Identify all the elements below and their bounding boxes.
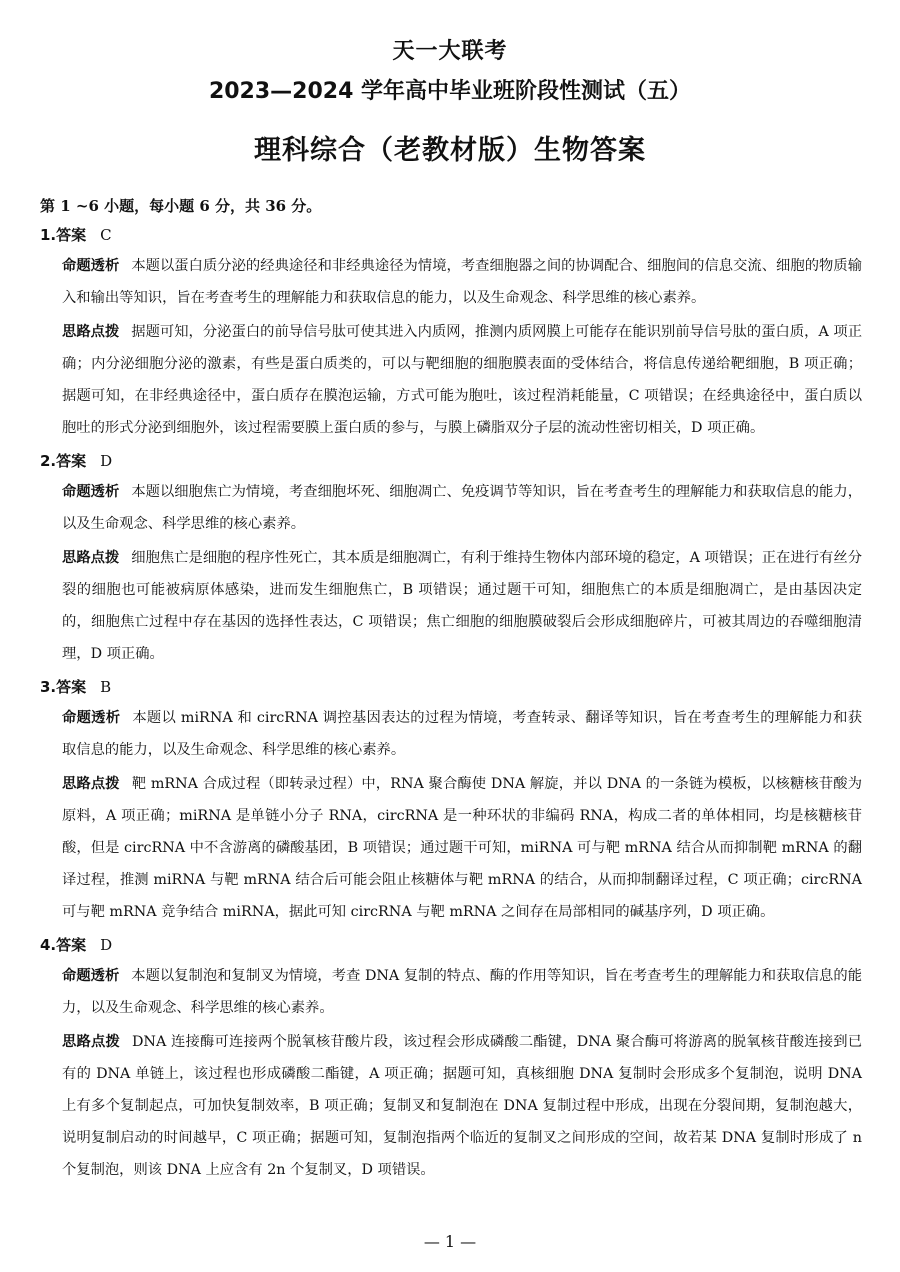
analysis-label: 命题透析 xyxy=(62,968,120,984)
exam-title: 2023—2024 学年高中毕业班阶段性测试（五） xyxy=(208,79,692,104)
analysis-text: 本题以复制泡和复制叉为情境，考查 DNA 复制的特点、酶的作用等知识，旨在考查考生的理解能力和获取信息的能力，以及生命观念、科学思维的核心素养。 xyxy=(62,968,862,1016)
answer-line xyxy=(40,220,862,250)
thinking-paragraph xyxy=(40,1026,862,1186)
thinking-label: 思路点拨 xyxy=(62,776,120,792)
answer-value: D xyxy=(100,936,113,954)
question-block xyxy=(40,446,862,670)
answer-line xyxy=(40,672,862,702)
exam-org-title: 天一大联考 xyxy=(392,39,508,64)
thinking-label: 思路点拨 xyxy=(62,550,120,566)
analysis-paragraph xyxy=(40,476,862,540)
answer-content xyxy=(40,192,862,1188)
answer-label: 答案 xyxy=(56,678,87,696)
thinking-text: 细胞焦亡是细胞的程序性死亡，其本质是细胞凋亡，有利于维持生物体内部环境的稳定，A 项错误；正在进行有丝分裂的细胞也可能被病原体感染，进而发生细胞焦亡，B 项错误；通过题干可知，细胞焦亡的本质是细胞凋亡，是由基因决定的，细胞焦亡过程中存在基因的选择性表达，C 项错误；焦亡细胞的细胞膜破裂后会形成细胞碎片，可被其周边的吞噬细胞清理，D 项正确。 xyxy=(62,550,863,662)
answer-line xyxy=(40,930,862,960)
question-block xyxy=(40,672,862,928)
analysis-paragraph xyxy=(40,702,862,766)
thinking-text: 据题可知，分泌蛋白的前导信号肽可使其进入内质网，推测内质网膜上可能存在能识别前导信号肽的蛋白质，A 项正确；内分泌细胞分泌的激素，有些是蛋白质类的，可以与靶细胞的细胞膜表面的受体结合，将信息传递给靶细胞，B 项正确；据题可知，在非经典途径中，蛋白质存在膜泡运输，方式可能为胞吐，该过程消耗能量，C 项错误；在经典途径中，蛋白质以胞吐的形式分泌到细胞外，该过程需要膜上蛋白质的参与，与膜上磷脂双分子层的流动性密切相关，D 项正确。 xyxy=(62,324,863,436)
analysis-label: 命题透析 xyxy=(62,258,120,274)
answer-line xyxy=(40,446,862,476)
analysis-text: 本题以蛋白质分泌的经典途径和非经典途径为情境，考查细胞器之间的协调配合、细胞间的信息交流、细胞的物质输入和输出等知识，旨在考查考生的理解能力和获取信息的能力，以及生命观念、科学思维的核心素养。 xyxy=(62,258,862,306)
thinking-label: 思路点拨 xyxy=(62,1034,120,1050)
analysis-label: 命题透析 xyxy=(62,484,120,500)
section-intro: 第 1 ~6 小题，每小题 6 分，共 36 分。 xyxy=(40,197,322,215)
question-block xyxy=(40,930,862,1186)
page-number: — 1 — xyxy=(423,1232,477,1251)
thinking-paragraph xyxy=(40,768,862,928)
answer-label: 答案 xyxy=(56,226,87,244)
question-number: 4. xyxy=(40,936,57,954)
analysis-paragraph xyxy=(40,250,862,314)
analysis-text: 本题以细胞焦亡为情境，考查细胞坏死、细胞凋亡、免疫调节等知识，旨在考查考生的理解能力和获取信息的能力，以及生命观念、科学思维的核心素养。 xyxy=(62,484,862,532)
analysis-label: 命题透析 xyxy=(62,710,121,726)
question-number: 3. xyxy=(40,678,57,696)
subject-title: 理科综合（老教材版）生物答案 xyxy=(254,135,646,166)
analysis-paragraph xyxy=(40,960,862,1024)
thinking-text: DNA 连接酶可连接两个脱氧核苷酸片段，该过程会形成磷酸二酯键，DNA 聚合酶可将游离的脱氧核苷酸连接到已有的 DNA 单链上，该过程也形成磷酸二酯键，A 项正确；据题可知，真核细胞 DNA 复制时会形成多个复制泡，说明 DNA 上有多个复制起点，可加快复制效率，B 项正确；复制叉和复制泡在 DNA 复制过程中形成，出现在分裂间期，复制泡越大，说明复制启动的时间越早，C 项正确；据题可知，复制泡指两个临近的复制叉之间形成的空间，故若某 DNA 复制时形成了 n 个复制泡，则该 DNA 上应含有 2n 个复制叉，D 项错误。 xyxy=(62,1034,862,1178)
thinking-text: 靶 mRNA 合成过程（即转录过程）中，RNA 聚合酶使 DNA 解旋，并以 DNA 的一条链为模板，以核糖核苷酸为原料，A 项正确；miRNA 是单链小分子 RNA，circRNA 是一种环状的非编码 RNA，构成二者的单体相同，均是核糖核苷酸，但是 circRNA 中不含游离的磷酸基团，B 项错误；通过题干可知，miRNA 可与靶 mRNA 结合从而抑制靶 mRNA 的翻译过程，推测 miRNA 与靶 mRNA 结合后可能会阻止核糖体与靶 mRNA 的结合，从而抑制翻译过程，C 项正确；circRNA 可与靶 mRNA 竞争结合 miRNA，据此可知 circRNA 与靶 mRNA 之间存在局部相同的碱基序列，D 项正确。 xyxy=(62,776,862,920)
thinking-label: 思路点拨 xyxy=(62,324,120,340)
analysis-text: 本题以 miRNA 和 circRNA 调控基因表达的过程为情境，考查转录、翻译等知识，旨在考查考生的理解能力和获取信息的能力，以及生命观念、科学思维的核心素养。 xyxy=(62,710,862,758)
question-number: 2. xyxy=(40,452,57,470)
question-block xyxy=(40,220,862,444)
answer-label: 答案 xyxy=(56,452,87,470)
answer-label: 答案 xyxy=(56,936,87,954)
thinking-paragraph xyxy=(40,542,862,670)
thinking-paragraph xyxy=(40,316,862,444)
answer-value: B xyxy=(100,678,112,696)
question-number: 1. xyxy=(40,226,57,244)
answer-value: D xyxy=(100,452,113,470)
answer-value: C xyxy=(100,226,112,244)
